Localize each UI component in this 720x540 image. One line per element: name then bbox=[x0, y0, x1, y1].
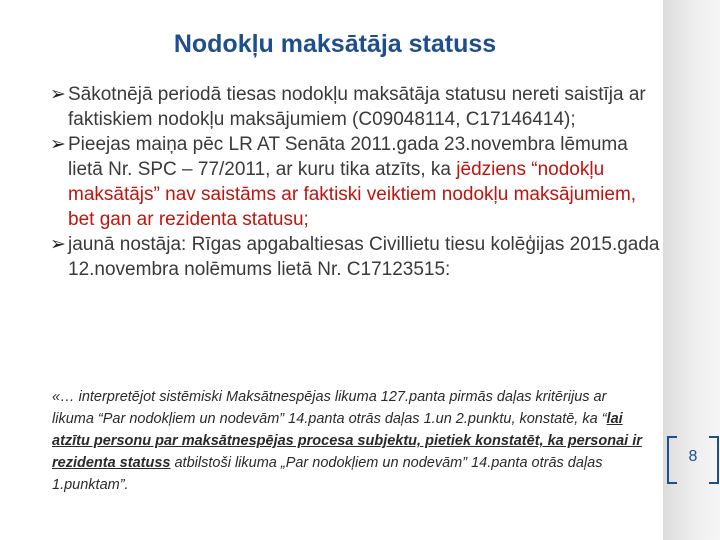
page-number-badge bbox=[667, 436, 719, 484]
page-number: 8 bbox=[688, 448, 698, 465]
bullet-text-3: jaunā nostāja: Rīgas apgabaltiesas Civillietu tiesu kolēģijas 2015.gada 12.novembra nolēmums lietā Nr. C17123515: bbox=[68, 234, 660, 280]
slide-title: Nodokļu maksātāja statuss bbox=[173, 30, 497, 58]
quote-emphasis: lai atzītu personu par maksātnespējas procesa subjektu, pietiek konstatēt, ka personai ir rezidenta statuss bbox=[52, 411, 642, 471]
court-quote bbox=[52, 386, 652, 496]
bullet-item-3 bbox=[50, 232, 660, 282]
bullet-text-2-highlight: jēdziens “nodokļu maksātājs” nav saistāms ar faktiski veiktiem nodokļu maksājumiem, bet gan ar rezidenta statusu; bbox=[68, 159, 637, 230]
quote-part-1: «… interpretējot sistēmiski Maksātnespējas likuma 127.panta pirmās daļas kritērijus ar likuma “Par nodokļiem un nodevām” 14.panta otrās daļas 1.un 2.punktu, konstatē, ka “ bbox=[52, 389, 607, 427]
quote-part-2: atbilstoši likuma „Par nodokļiem un nodevām” 14.panta otrās daļas 1.punktam”. bbox=[52, 455, 603, 493]
arrow-bullet-icon: ➢ bbox=[50, 234, 66, 255]
bullet-text-2: Pieejas maiņa pēc LR AT Senāta 2011.gada 23.novembra lēmuma lietā Nr. SPC – 77/2011, ar kuru tika atzīts, ka bbox=[68, 134, 628, 180]
bullet-text-1: Sākotnējā periodā tiesas nodokļu maksātāja statusu nereti saistīja ar faktiskiem nodokļu maksājumiem (C09048114, C17146414); bbox=[68, 84, 646, 130]
bullet-list bbox=[50, 82, 660, 282]
arrow-bullet-icon: ➢ bbox=[50, 134, 66, 155]
arrow-bullet-icon: ➢ bbox=[50, 84, 66, 105]
bullet-item-2 bbox=[50, 132, 660, 232]
bullet-item-1 bbox=[50, 82, 660, 132]
